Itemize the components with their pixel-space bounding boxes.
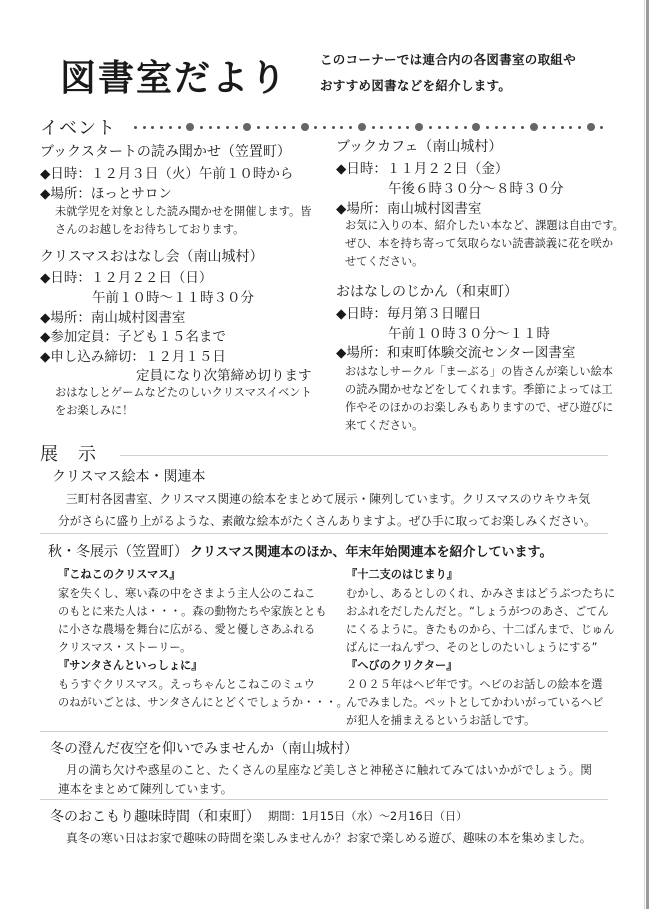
exhibit-body: 連本をまとめて陳列しています。 <box>58 782 233 796</box>
divider <box>40 731 608 732</box>
event-desc: ぜひ、本を持ち寄って気取らない読書談義に花を咲か <box>345 237 614 250</box>
book-text: に小さな農場を舞台に広がる、愛と優しさあふれる <box>58 623 316 636</box>
exhibit-heading: 展 示 <box>40 444 97 465</box>
book-text: ばんに一ねんずつ、そのとしのたいしょうにする” <box>346 641 598 654</box>
event-desc: お気に入りの本、紹介したい本など、課題は自由です。 <box>345 219 624 232</box>
book-title: 『へびのクリクター』 <box>346 659 458 672</box>
book-text: のもとに来た人は・・・。森の動物たちや家族ととも <box>58 605 327 618</box>
event-desc: 未就学児を対象とした読み聞かせを開催します。皆 <box>55 205 312 218</box>
divider <box>40 799 608 800</box>
event-deadline-note: 定員になり次第締め切ります <box>136 368 312 384</box>
event-desc: の読み聞かせなどをしてくれます。季節によっては工 <box>345 383 613 396</box>
event-time: 午後６時３０分～８時３０分 <box>388 181 564 197</box>
event-place: ◆場所：南山城村図書室 <box>336 201 482 217</box>
book-text: ２０２５年はヘビ年です。ヘビのお話しの絵本を選 <box>346 678 603 691</box>
exhibit-title: 冬のおこもり趣味時間（和束町） <box>50 809 260 825</box>
event-desc: おはなしサークル「まーぶる」の皆さんが楽しい絵本 <box>345 365 613 378</box>
book-title: 『サンタさんといっしょに』 <box>58 659 203 672</box>
book-text: もうすぐクリスマス。えっちゃんとこねこのミュウ <box>58 678 315 691</box>
exhibit-title: 秋・冬展示（笠置町） <box>48 544 188 560</box>
event-desc: をお楽しみに！ <box>55 404 134 417</box>
book-text: んでみました。ペットとしてかわいがっているヘビ <box>346 696 604 709</box>
event-deadline: ◆申し込み締切：１２月１５日 <box>40 349 226 365</box>
event-place: ◆場所：ほっとサロン <box>40 186 172 202</box>
exhibit-body: 三町村各図書室、クリスマス関連の絵本をまとめて展示・陳列しています。クリスマスのウキウキ気 <box>66 492 591 506</box>
event-date: ◆日時：１１月２２日（金） <box>336 161 509 177</box>
divider <box>40 533 608 534</box>
book-text: にくるように。きたものから、十二ばんまで、じゅん <box>346 623 615 636</box>
event-title: おはなしのじかん（和束町） <box>336 284 518 300</box>
book-text: のねがいごとは、サンタさんにとどくでしょうか・・・。 <box>58 696 348 709</box>
intro-line-2: おすすめ図書などを紹介します。 <box>320 78 512 93</box>
book-text: クリスマス・ストーリー。 <box>58 641 192 654</box>
event-desc: せてください。 <box>345 255 424 268</box>
book-title: 『十二支のはじまり』 <box>346 568 458 581</box>
event-capacity: ◆参加定員：子ども１５名まで <box>40 329 226 345</box>
exhibit-subtitle: クリスマス関連本のほか、年末年始関連本を紹介しています。 <box>190 545 553 560</box>
event-date: ◆日時：毎月第３日曜日 <box>336 306 482 322</box>
exhibit-body: 真冬の寒い日はお家で趣味の時間を楽しみませんか？お家で楽しめる遊び、趣味の本を集めました。 <box>66 831 592 845</box>
book-text: むかし、あるとしのくれ、かみさまはどうぶつたちに <box>346 587 616 600</box>
exhibit-period: 期間：1月15日（水）～2月16日（日） <box>268 810 468 823</box>
exhibit-title: クリスマス絵本・関連本 <box>52 469 206 485</box>
event-time: 午前１０時～１１時３０分 <box>92 290 254 306</box>
exhibit-title: 冬の澄んだ夜空を仰いでみませんか（南山城村） <box>50 741 358 757</box>
event-heading: イベント <box>40 118 116 139</box>
event-desc: おはなしとゲームなどたのしいクリスマスイベント <box>55 386 312 399</box>
event-date: ◆日時：１２月２２日（日） <box>40 270 213 286</box>
event-heading-dots <box>134 121 604 133</box>
event-desc: さんのお越しをお待ちしております。 <box>55 223 245 236</box>
exhibit-body: 分がさらに盛り上がるような、素敵な絵本がたくさんありますよ。ぜひ手に取ってお楽しみください。 <box>58 514 596 528</box>
event-title: ブックスタートの読み聞かせ（笠置町） <box>40 144 291 160</box>
event-place: ◆場所：和束町体験交流センター図書室 <box>336 345 576 361</box>
exhibit-body: 月の満ち欠けや惑星のこと、たくさんの星座など美しさと神秘さに触れてみてはいかがでしょう。関 <box>66 763 592 777</box>
event-desc: 来てください。 <box>345 419 424 432</box>
intro-line-1: このコーナーでは連合内の各図書室の取組や <box>320 52 577 67</box>
book-text: が犯人を捕まえるというお話しです。 <box>346 714 536 727</box>
page-title: 図書室だより <box>60 58 289 99</box>
event-title: ブックカフェ（南山城村） <box>336 139 503 155</box>
page-edge-line <box>644 0 645 909</box>
book-title: 『こねこのクリスマス』 <box>58 568 181 581</box>
event-desc: 作やそのほかのお楽しみもありますので、ぜひ遊びに <box>345 401 614 414</box>
exhibit-heading-rule <box>120 455 608 456</box>
event-date: ◆日時：１２月３日（火）午前１０時から <box>40 166 294 182</box>
book-text: 家を失くし、寒い森の中をさまよう主人公のこねこ <box>58 587 316 600</box>
book-text: おふれをだしたんだと。“しょうがつのあさ、ごてん <box>346 605 609 618</box>
event-place: ◆場所：南山城村図書室 <box>40 310 186 326</box>
event-title: クリスマスおはなし会（南山城村） <box>40 249 264 265</box>
event-time: 午前１０時３０分～１１時 <box>388 326 550 342</box>
